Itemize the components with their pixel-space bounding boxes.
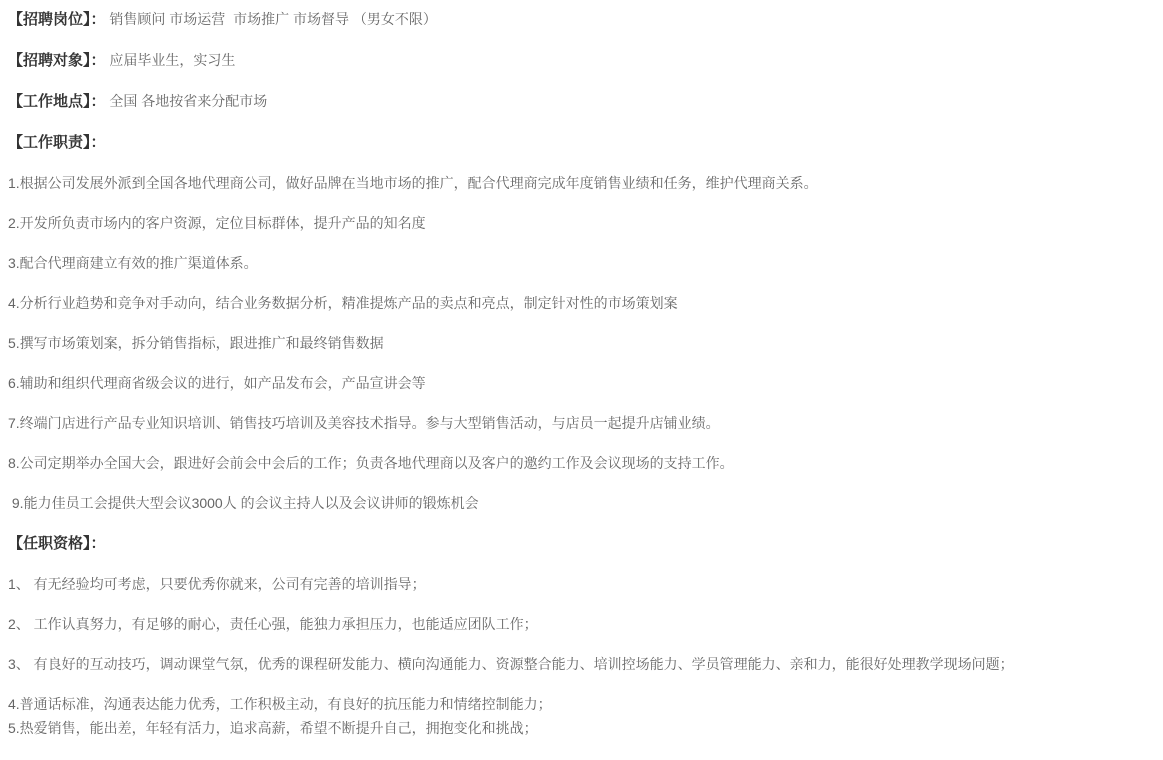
section-label: 【招聘对象】 [8,52,91,69]
paragraph-text: 8.公司定期举办全国大会，跟进好会前会中会后的工作；负责各地代理商以及客户的邀约工作及会议现场的支持工作。 [8,455,734,471]
duty-6 [8,371,1155,395]
section-colon: ： [90,535,106,552]
qualification-4 [8,692,1155,716]
section-colon: ： [90,93,106,110]
paragraph-text: 3、 有良好的互动技巧，调动课堂气氛，优秀的课程研发能力、横向沟通能力、资源整合能力、培训控场能力、学员管理能力、亲和力，能很好处理教学现场问题； [8,656,1014,672]
paragraph-text: 5.撰写市场策划案，拆分销售指标，跟进推广和最终销售数据 [8,335,384,351]
paragraph-text: 2.开发所负责市场内的客户资源，定位目标群体，提升产品的知名度 [8,215,426,231]
heading-qualifications [8,531,1155,556]
section-label: 【工作地点】 [8,93,91,110]
heading-responsibilities [8,130,1155,155]
duty-3 [8,251,1155,275]
field-positions [8,7,1155,32]
qualification-1 [8,572,1155,596]
field-location [8,89,1155,114]
duty-5 [8,331,1155,355]
paragraph-text: 1.根据公司发展外派到全国各地代理商公司，做好品牌在当地市场的推广，配合代理商完成年度销售业绩和任务，维护代理商关系。 [8,175,818,191]
section-colon: ： [90,52,106,69]
qualification-2 [8,612,1155,636]
qualification-5 [8,716,1155,740]
duty-8 [8,451,1155,475]
paragraph-text: 2、 工作认真努力，有足够的耐心，责任心强，能独力承担压力，也能适应团队工作； [8,616,538,632]
paragraph-text: 1、 有无经验均可考虑，只要优秀你就来，公司有完善的培训指导； [8,576,426,592]
section-value: 销售顾问 市场运营 市场推广 市场督导 （男女不限） [105,11,437,27]
section-colon: ： [90,11,106,28]
section-label: 【招聘岗位】 [8,11,91,28]
qualification-3 [8,652,1155,676]
field-candidates [8,48,1155,73]
duty-2 [8,211,1155,235]
section-label: 【任职资格】 [8,535,91,552]
duty-4 [8,291,1155,315]
paragraph-text: 4.普通话标准，沟通表达能力优秀，工作积极主动，有良好的抗压能力和情绪控制能力； [8,696,552,712]
paragraph-text: 3.配合代理商建立有效的推广渠道体系。 [8,255,258,271]
section-value: 全国 各地按省来分配市场 [105,93,268,109]
duty-9 [8,491,1155,515]
paragraph-text: 6.辅助和组织代理商省级会议的进行，如产品发布会，产品宣讲会等 [8,375,426,391]
paragraph-text: 9.能力佳员工会提供大型会议3000人 的会议主持人以及会议讲师的锻炼机会 [8,495,479,511]
paragraph-text: 5.热爱销售，能出差，年轻有活力，追求高薪，希望不断提升自己，拥抱变化和挑战； [8,720,538,736]
paragraph-text: 7.终端门店进行产品专业知识培训、销售技巧培训及美容技术指导。参与大型销售活动，与店员一起提升店铺业绩。 [8,415,720,431]
section-colon: ： [90,134,106,151]
section-label: 【工作职责】 [8,134,91,151]
duty-7 [8,411,1155,435]
section-value: 应届毕业生，实习生 [105,52,236,68]
paragraph-text: 4.分析行业趋势和竞争对手动向，结合业务数据分析，精准提炼产品的卖点和亮点，制定针对性的市场策划案 [8,295,678,311]
duty-1 [8,171,1155,195]
